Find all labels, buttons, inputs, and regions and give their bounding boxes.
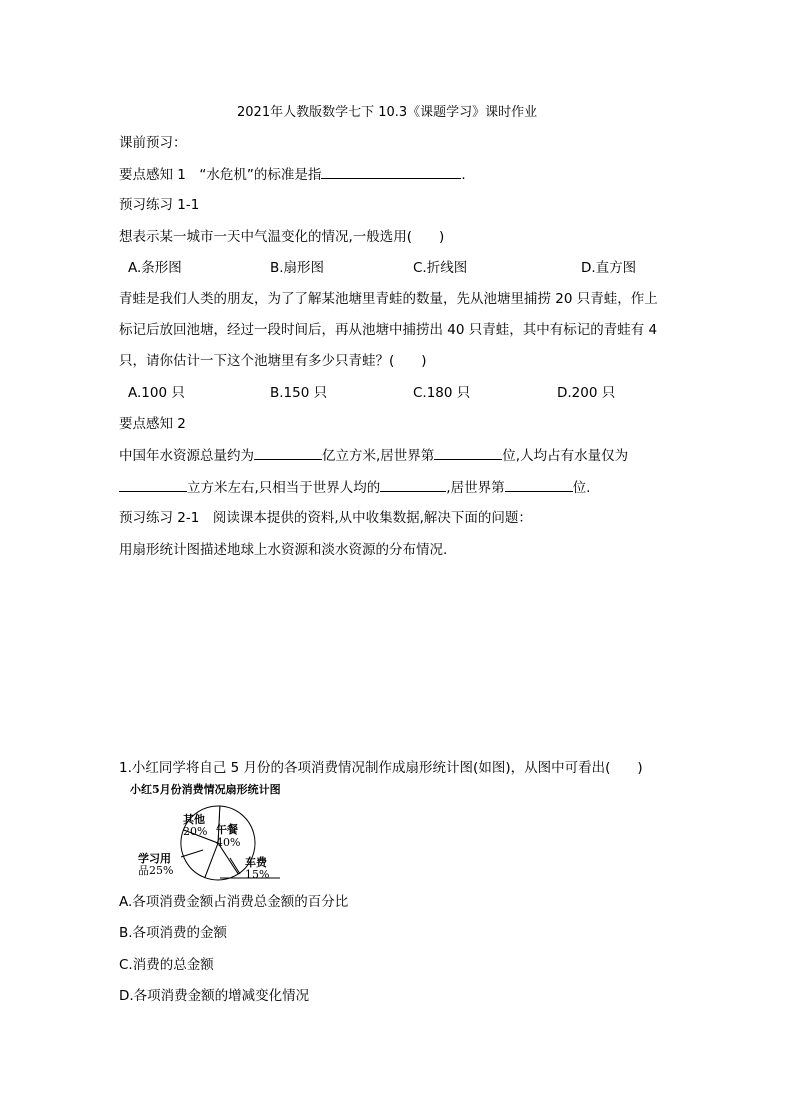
question-2-line-1: 青蛙是我们人类的朋友，为了了解某池塘里青蛙的数量，先从池塘里捕捞 20 只青蛙，作上 [119,291,658,307]
key-point-1-end: . [461,167,466,183]
slice-label-study-line-1: 学习用 [138,852,171,865]
preview-heading: 课前预习： [119,135,187,151]
question-2-option-a: A.100 只 [128,385,185,401]
key-point-2-heading: 要点感知 2 [119,416,186,432]
question-3-option-d: D.各项消费金额的增减变化情况 [119,988,310,1004]
slice-label-study-line-2: 品25% [138,864,174,877]
slice-label-lunch-name: 午餐 [216,823,238,836]
question-2-option-d: D.200 只 [557,385,616,401]
blank-total-water [254,445,322,460]
page-title: 2021年人教版数学七下 10.3《课题学习》课时作业 [237,105,538,120]
blank-world-rank-1 [434,445,502,460]
kp2-part-2: 亿立方米,居世界第 [322,448,435,464]
slice-label-other-name: 其他 [183,813,205,826]
key-point-1-text: 要点感知 1 “水危机”的标准是指 [119,167,322,183]
question-1-option-b: B.扇形图 [270,260,325,276]
question-1-option-d: D.直方图 [581,260,637,276]
question-2-option-c: C.180 只 [413,385,471,401]
kp2-part-5: ,居世界第 [446,480,505,496]
pie-chart [128,780,328,890]
chart-title: 小红5月份消费情况扇形统计图 [130,783,281,796]
kp2-part-4: 立方米左右,只相当于世界人均的 [187,480,381,496]
blank-per-capita [119,477,187,492]
blank-world-rank-2 [505,477,573,492]
question-2-option-b: B.150 只 [270,385,328,401]
question-1-stem: 想表示某一城市一天中气温变化的情况,一般选用( ) [119,229,445,245]
slice-label-fare-name: 车费 [245,856,267,869]
slice-label-fare-pct: 15% [245,868,270,881]
question-1-option-a: A.条形图 [128,260,182,276]
exercise-2-1-heading: 预习练习 2-1 阅读课本提供的资料,从中收集数据,解决下面的问题： [119,510,532,526]
question-3-option-a: A.各项消费金额占消费总金额的百分比 [119,894,349,910]
kp2-part-6: 位. [572,480,591,496]
exercise-2-1-task: 用扇形统计图描述地球上水资源和淡水资源的分布情况. [119,542,448,558]
key-point-2-line-2 [119,477,590,498]
kp2-part-1: 中国年水资源总量约为 [119,448,254,464]
question-3-option-c: C.消费的总金额 [119,957,214,973]
question-2-line-2: 标记后放回池塘，经过一段时间后，再从池塘中捕捞出 40 只青蛙，其中有标记的青蛙有 4 [119,322,658,338]
question-3-option-b: B.各项消费的金额 [119,925,228,941]
question-3-stem: 1.小红同学将自己 5 月份的各项消费情况制作成扇形统计图(如图)，从图中可看出( ) [119,760,643,776]
blank-water-crisis [321,164,461,179]
question-2-line-3: 只，请你估计一下这个池塘里有多少只青蛙？( ) [119,353,427,369]
blank-world-fraction [380,477,446,492]
question-1-option-c: C.折线图 [413,260,468,276]
slice-label-lunch-pct: 40% [216,836,241,849]
key-point-1 [119,164,466,185]
key-point-2-line-1 [119,445,628,466]
slice-label-other-pct: 20% [183,825,208,838]
exercise-1-1-heading: 预习练习 1-1 [119,197,200,213]
kp2-part-3: 位,人均占有水量仅为 [502,448,629,464]
